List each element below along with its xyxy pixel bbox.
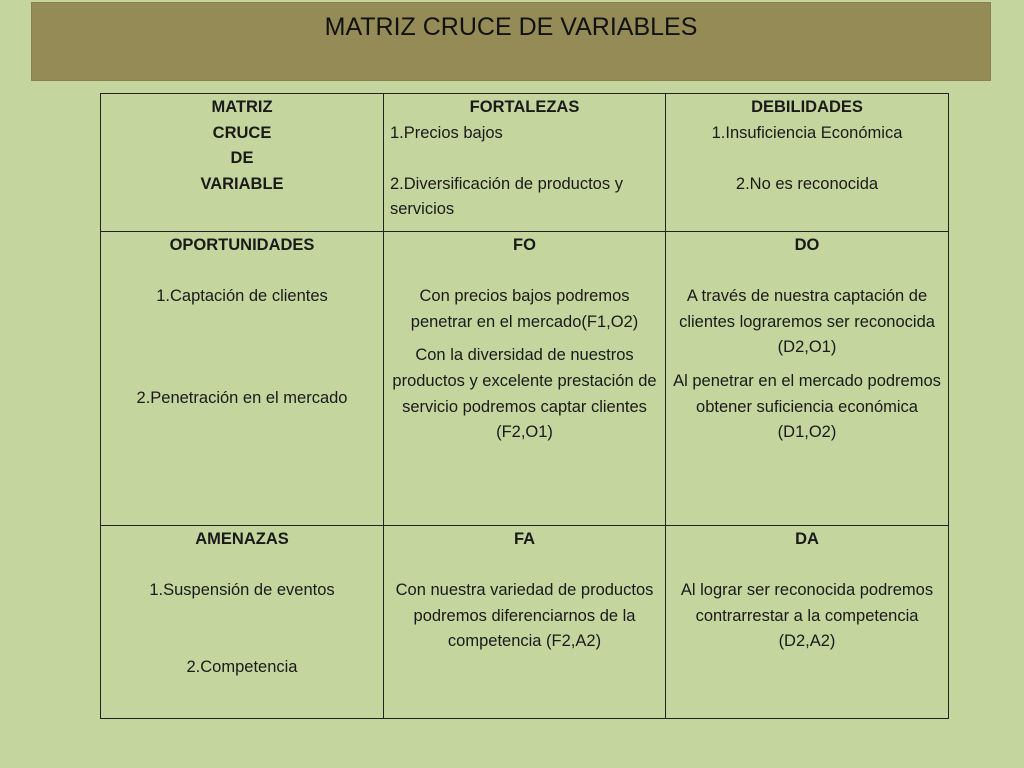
slide-title: MATRIZ CRUCE DE VARIABLES [324, 13, 698, 41]
do-strategy-2: Al penetrar en el mercado podremos obtener suficiencia económica (D1,O2) [673, 371, 941, 442]
fo-strategy-1: Con precios bajos podremos penetrar en el mercado(F1,O2) [410, 287, 639, 331]
do-strategy-cell [666, 232, 949, 526]
threats-row [101, 526, 949, 719]
opportunity-item-1: 1.Captación de clientes [156, 287, 328, 306]
weakness-item-2: 2.No es reconocida [735, 174, 879, 193]
threat-item-2: 2.Competencia [186, 657, 298, 676]
strength-item-2: 2.Diversificación de productos y servicios [390, 174, 623, 219]
strength-item-1: 1.Precios bajos [390, 123, 503, 142]
matrix-label-line-4: VARIABLE [200, 174, 284, 193]
do-strategy-1: A través de nuestra captación de clientes lograremos ser reconocida (D2,O1) [679, 287, 935, 357]
weaknesses-cell [666, 94, 949, 232]
do-heading: DO [794, 236, 820, 254]
matrix-label-line-3: DE [230, 149, 254, 168]
title-banner [31, 2, 991, 81]
header-row [101, 94, 949, 232]
threats-cell [101, 526, 384, 719]
opportunities-cell [101, 232, 384, 526]
fa-strategy-cell [384, 526, 666, 719]
matrix-label-line-2: CRUCE [212, 123, 272, 142]
opportunity-item-2: 2.Penetración en el mercado [136, 389, 348, 408]
fa-strategy: Con nuestra variedad de productos podremos diferenciarnos de la competencia (F2,A2) [395, 581, 654, 651]
da-strategy: Al lograr ser reconocida podremos contrarrestar a la competencia (D2,A2) [680, 581, 934, 651]
strengths-heading: FORTALEZAS [469, 98, 580, 116]
threats-heading: AMENAZAS [195, 530, 289, 548]
matrix-label-cell [101, 94, 384, 232]
fo-strategy-2: Con la diversidad de nuestros productos y excelente prestación de servicio podremos captar clientes (F2,O1) [392, 346, 657, 442]
opportunities-heading: OPORTUNIDADES [169, 236, 315, 254]
matrix-label-line-1: MATRIZ [211, 98, 273, 116]
fo-heading: FO [513, 236, 536, 254]
threat-item-1: 1.Suspensión de eventos [149, 581, 335, 600]
weaknesses-heading: DEBILIDADES [751, 98, 863, 116]
swot-cross-matrix [100, 93, 949, 719]
fo-strategy-cell [384, 232, 666, 526]
strengths-cell [384, 94, 666, 232]
fa-heading: FA [513, 530, 536, 548]
opportunities-row [101, 232, 949, 526]
weakness-item-1: 1.Insuficiencia Económica [711, 123, 903, 142]
da-strategy-cell [666, 526, 949, 719]
da-heading: DA [795, 530, 819, 548]
